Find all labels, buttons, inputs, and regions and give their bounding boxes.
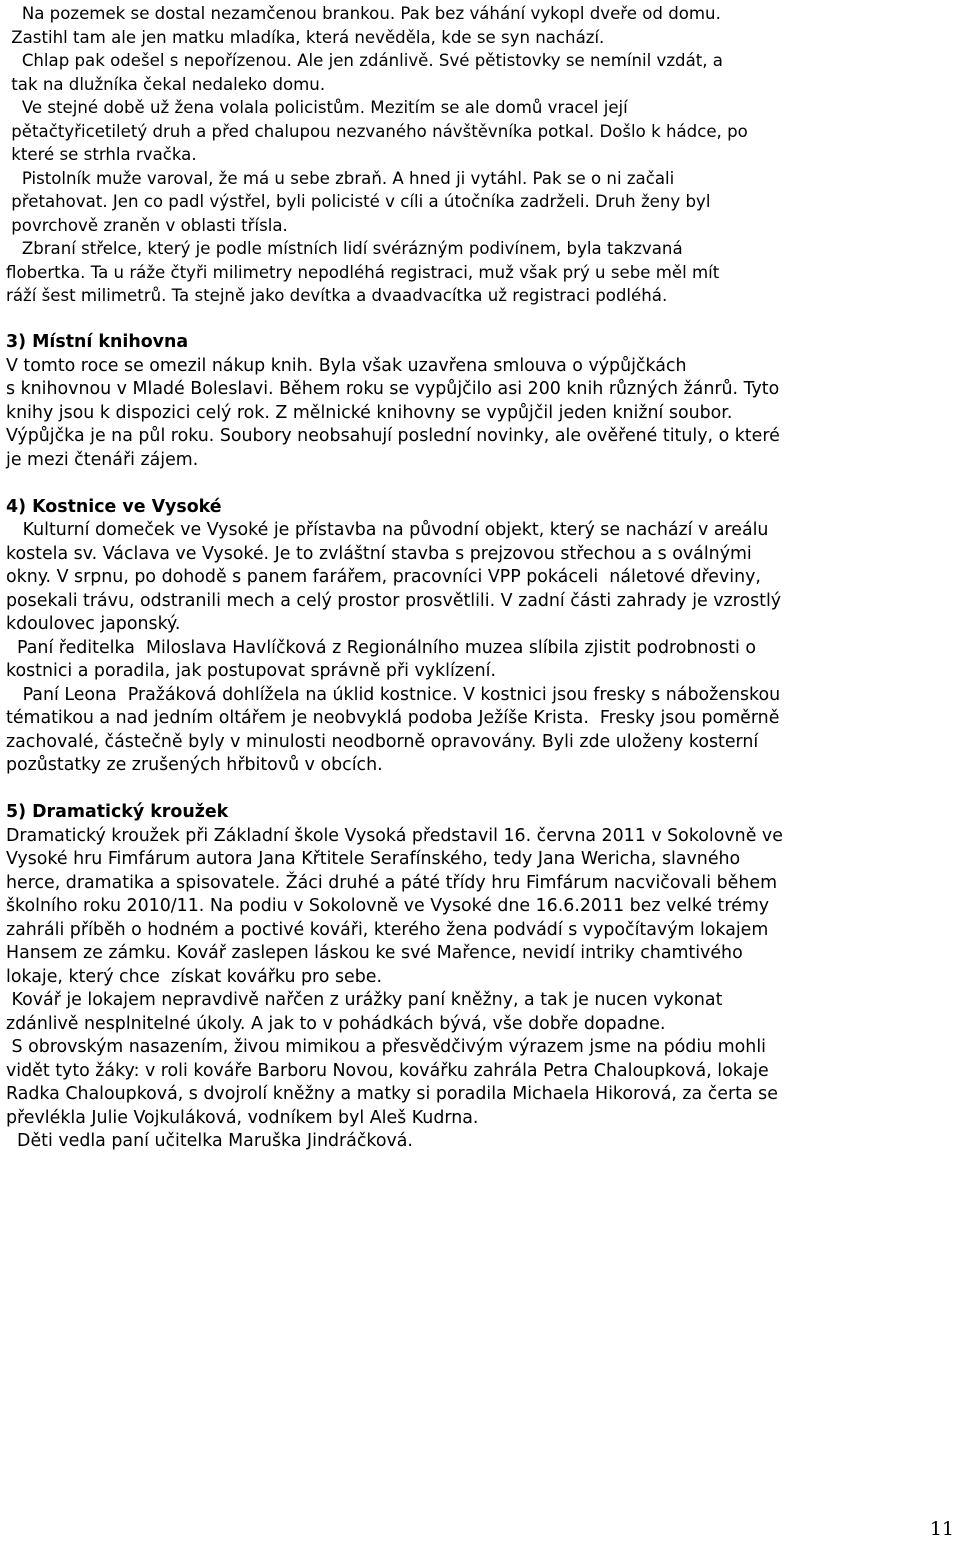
text-line: flobertka. Ta u ráže čtyři milimetry nepodléhá registraci, muž však prý u sebe měl mít (6, 262, 720, 282)
text-line: Radka Chaloupková, s dvojrolí kněžny a matky si poradila Michaela Hikorová, za čerta se (6, 1084, 778, 1104)
text-line: Zastihl tam ale jen matku mladíka, která nevěděla, kde se syn nachází. (6, 27, 605, 47)
text-line: které se strhla rvačka. (6, 145, 197, 164)
page-number: 11 (929, 1518, 954, 1540)
spacer (6, 308, 954, 332)
text-line: Výpůjčka je na půl roku. Soubory neobsahují poslední novinky, ale ověřené tituly, o které (6, 426, 780, 446)
text-line: je mezi čtenáři zájem. (6, 449, 199, 470)
text-line: zachovalé, částečně byly v minulosti neodborně opravovány. Byli zde uloženy kosterní (6, 731, 759, 752)
text-line: Dramatický kroužek při Základní škole Vysoká představil 16. června 2011 v Sokolovně ve (6, 825, 783, 846)
section-heading: 4) Kostnice ve Vysoké (6, 496, 222, 517)
text-line: kostnici a poradila, jak postupovat správně při vyklízení. (6, 661, 496, 681)
text-line: přetahovat. Jen co padl výstřel, byli policisté v cíli a útočníka zadrželi. Druh ženy byl (6, 192, 711, 211)
text-line: posekali trávu, odstranili mech a celý prostor prosvětlili. V zadní části zahrady je vzrostlý (6, 590, 782, 611)
text-line: Hansem ze zámku. Kovář zaslepen láskou ke své Mařence, nevidí intriky chamtivého (6, 943, 743, 963)
text-line: zahráli příběh o hodném a poctivé kováři, kterého žena podvádí s vypočítavým lokajem (6, 919, 769, 940)
text-line: Chlap pak odešel s nepořízenou. Ale jen zdánlivě. Své pětistovky se nemínil vzdát, a (6, 51, 723, 70)
text-line: povrchově zraněn v oblasti třísla. (6, 215, 288, 235)
text-line: S obrovským nasazením, živou mimikou a přesvědčivým výrazem jsme na pódiu mohli (6, 1037, 766, 1057)
text-line: knihy jsou k dispozici celý rok. Z mělnické knihovny se vypůjčil jeden knižní soubor. (6, 402, 733, 423)
text-line: lokaje, který chce získat kovářku pro sebe. (6, 966, 383, 987)
text-line: zdánlivě nesplnitelné úkoly. A jak to v pohádkách bývá, vše dobře dopadne. (6, 1013, 666, 1034)
text-line: Děti vedla paní učitelka Maruška Jindráčková. (6, 1131, 413, 1151)
text-line: pětačtyřicetiletý druh a před chalupou nezvaného návštěvníka potkal. Došlo k hádce, po (6, 121, 748, 141)
section-library (6, 331, 954, 472)
text-line: Kovář je lokajem nepravdivě nařčen z urážky paní kněžny, a tak je nucen vykonat (6, 990, 723, 1010)
text-line: Paní ředitelka Miloslava Havlíčková z Regionálního muzea slíbila zjistit podrobnosti o (6, 637, 756, 658)
text-line: kdoulovec japonský. (6, 614, 181, 634)
text-line: převlékla Julie Vojkuláková, vodníkem byl Aleš Kudrna. (6, 1107, 479, 1128)
text-line: kostela sv. Václava ve Vysoké. Je to zvláštní stavba s prejzovou střechou a s oválnými (6, 543, 752, 564)
text-line: Vysoké hru Fimfárum autora Jana Křtitele Serafínského, tedy Jana Wericha, slavného (6, 849, 741, 869)
text-line: herce, dramatika a spisovatele. Žáci druhé a páté třídy hru Fimfárum nacvičovali během (6, 872, 778, 893)
section-heading: 3) Místní knihovna (6, 332, 189, 352)
text-line: Na pozemek se dostal nezamčenou brankou. Pak bez váhání vykopl dveře od domu. (6, 4, 721, 23)
section-heading: 5) Dramatický kroužek (6, 802, 229, 822)
paragraph-incident (6, 2, 954, 308)
text-line: školního roku 2010/11. Na podiu v Sokolovně ve Vysoké dne 16.6.2011 bez velké trémy (6, 896, 770, 916)
section-ossuary (6, 496, 954, 778)
text-line: tak na dlužníka čekal nedaleko domu. (6, 74, 326, 94)
text-line: Kulturní domeček ve Vysoké je přístavba na původní objekt, který se nachází v areálu (6, 520, 769, 540)
spacer (6, 778, 954, 802)
text-line: tématikou a nad jedním oltářem je neobvyklá podoba Ježíše Krista. Fresky jsou poměrně (6, 708, 780, 728)
text-line: ráží šest milimetrů. Ta stejně jako devítka a dvaadvacítka už registraci podléhá. (6, 286, 668, 305)
section-drama-club (6, 801, 954, 1154)
spacer (6, 472, 954, 496)
text-line: okny. V srpnu, po dohodě s panem farářem, pracovníci VPP pokáceli náletové dřeviny, (6, 567, 761, 587)
document-page (6, 2, 954, 1154)
text-line: s knihovnou v Mladé Boleslavi. Během roku se vypůjčilo asi 200 knih různých žánrů. Tyto (6, 379, 780, 399)
text-line: pozůstatky ze zrušených hřbitovů v obcích. (6, 755, 383, 775)
text-line: Pistolník muže varoval, že má u sebe zbraň. A hned ji vytáhl. Pak se o ni začali (6, 168, 675, 188)
text-line: Ve stejné době už žena volala policistům. Mezitím se ale domů vracel její (6, 98, 628, 117)
text-line: Zbraní střelce, který je podle místních lidí svérázným podivínem, byla takzvaná (6, 239, 683, 258)
text-line: V tomto roce se omezil nákup knih. Byla však uzavřena smlouva o výpůjčkách (6, 355, 687, 376)
text-line: Paní Leona Pražáková dohlížela na úklid kostnice. V kostnici jsou fresky s náboženskou (6, 684, 781, 705)
text-line: vidět tyto žáky: v roli kováře Barboru Novou, kovářku zahrála Petra Chaloupková, lokaje (6, 1060, 769, 1081)
